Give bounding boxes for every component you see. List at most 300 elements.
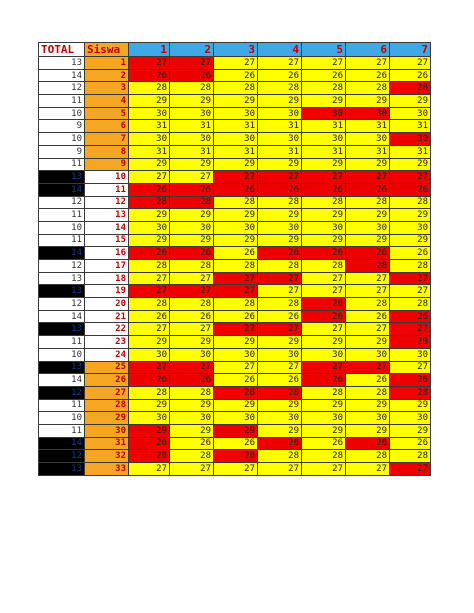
- value-cell[interactable]: 26: [346, 247, 390, 260]
- value-cell[interactable]: 30: [129, 107, 170, 120]
- value-cell[interactable]: 26: [390, 69, 431, 82]
- value-cell[interactable]: 27: [390, 285, 431, 298]
- value-cell[interactable]: 27: [346, 171, 390, 184]
- value-cell[interactable]: 27: [214, 285, 258, 298]
- value-cell[interactable]: 29: [129, 234, 170, 247]
- value-cell[interactable]: 28: [214, 298, 258, 311]
- total-cell[interactable]: 11: [39, 95, 85, 108]
- value-cell[interactable]: 29: [170, 424, 214, 437]
- value-cell[interactable]: 27: [129, 272, 170, 285]
- value-cell[interactable]: 28: [258, 450, 302, 463]
- value-cell[interactable]: 28: [346, 260, 390, 273]
- value-cell[interactable]: 28: [170, 82, 214, 95]
- value-cell[interactable]: 28: [390, 260, 431, 273]
- value-cell[interactable]: 30: [214, 107, 258, 120]
- total-cell[interactable]: 12: [39, 298, 85, 311]
- value-cell[interactable]: 30: [258, 348, 302, 361]
- total-cell[interactable]: 12: [39, 196, 85, 209]
- day-header[interactable]: 6: [346, 43, 390, 57]
- total-cell[interactable]: 14: [39, 374, 85, 387]
- value-cell[interactable]: 26: [258, 183, 302, 196]
- value-cell[interactable]: 27: [302, 57, 346, 70]
- value-cell[interactable]: 30: [258, 107, 302, 120]
- value-cell[interactable]: 28: [129, 298, 170, 311]
- value-cell[interactable]: 26: [390, 247, 431, 260]
- value-cell[interactable]: 27: [214, 323, 258, 336]
- value-cell[interactable]: 26: [346, 310, 390, 323]
- value-cell[interactable]: 27: [346, 57, 390, 70]
- value-cell[interactable]: 31: [258, 120, 302, 133]
- value-cell[interactable]: 28: [390, 298, 431, 311]
- value-cell[interactable]: 28: [302, 450, 346, 463]
- value-cell[interactable]: 26: [346, 437, 390, 450]
- value-cell[interactable]: 28: [129, 82, 170, 95]
- siswa-cell[interactable]: 33: [85, 463, 129, 476]
- value-cell[interactable]: 29: [390, 399, 431, 412]
- total-cell[interactable]: 11: [39, 399, 85, 412]
- value-cell[interactable]: 29: [129, 399, 170, 412]
- value-cell[interactable]: 26: [390, 374, 431, 387]
- value-cell[interactable]: 29: [302, 158, 346, 171]
- value-cell[interactable]: 27: [302, 323, 346, 336]
- value-cell[interactable]: 30: [170, 221, 214, 234]
- value-cell[interactable]: 27: [302, 171, 346, 184]
- siswa-cell[interactable]: 5: [85, 107, 129, 120]
- siswa-cell[interactable]: 13: [85, 209, 129, 222]
- value-cell[interactable]: 26: [214, 310, 258, 323]
- total-cell[interactable]: 13: [39, 57, 85, 70]
- value-cell[interactable]: 27: [258, 285, 302, 298]
- value-cell[interactable]: 28: [170, 260, 214, 273]
- value-cell[interactable]: 26: [302, 183, 346, 196]
- value-cell[interactable]: 28: [214, 260, 258, 273]
- value-cell[interactable]: 26: [302, 69, 346, 82]
- value-cell[interactable]: 26: [302, 437, 346, 450]
- value-cell[interactable]: 29: [346, 158, 390, 171]
- value-cell[interactable]: 29: [346, 336, 390, 349]
- total-cell[interactable]: 13: [39, 361, 85, 374]
- value-cell[interactable]: 27: [390, 57, 431, 70]
- total-cell[interactable]: 13: [39, 272, 85, 285]
- value-cell[interactable]: 27: [346, 285, 390, 298]
- value-cell[interactable]: 28: [170, 196, 214, 209]
- siswa-cell[interactable]: 24: [85, 348, 129, 361]
- value-cell[interactable]: 31: [390, 145, 431, 158]
- value-cell[interactable]: 29: [129, 424, 170, 437]
- value-cell[interactable]: 31: [302, 120, 346, 133]
- value-cell[interactable]: 26: [346, 69, 390, 82]
- value-cell[interactable]: 27: [258, 57, 302, 70]
- siswa-cell[interactable]: 16: [85, 247, 129, 260]
- value-cell[interactable]: 27: [390, 361, 431, 374]
- value-cell[interactable]: 26: [170, 437, 214, 450]
- total-cell[interactable]: 11: [39, 234, 85, 247]
- value-cell[interactable]: 28: [346, 298, 390, 311]
- siswa-cell[interactable]: 28: [85, 399, 129, 412]
- total-cell[interactable]: 11: [39, 336, 85, 349]
- value-cell[interactable]: 28: [214, 450, 258, 463]
- value-cell[interactable]: 29: [258, 234, 302, 247]
- value-cell[interactable]: 26: [346, 374, 390, 387]
- value-cell[interactable]: 27: [129, 171, 170, 184]
- value-cell[interactable]: 29: [129, 95, 170, 108]
- value-cell[interactable]: 30: [258, 412, 302, 425]
- value-cell[interactable]: 29: [129, 209, 170, 222]
- value-cell[interactable]: 26: [214, 374, 258, 387]
- value-cell[interactable]: 27: [170, 361, 214, 374]
- value-cell[interactable]: 29: [170, 209, 214, 222]
- value-cell[interactable]: 26: [302, 374, 346, 387]
- value-cell[interactable]: 28: [346, 196, 390, 209]
- value-cell[interactable]: 28: [390, 196, 431, 209]
- value-cell[interactable]: 26: [390, 183, 431, 196]
- total-cell[interactable]: 11: [39, 424, 85, 437]
- siswa-cell[interactable]: 9: [85, 158, 129, 171]
- value-cell[interactable]: 29: [214, 234, 258, 247]
- value-cell[interactable]: 26: [129, 69, 170, 82]
- value-cell[interactable]: 26: [129, 310, 170, 323]
- value-cell[interactable]: 26: [258, 247, 302, 260]
- siswa-cell[interactable]: 27: [85, 386, 129, 399]
- value-cell[interactable]: 27: [258, 361, 302, 374]
- value-cell[interactable]: 28: [258, 260, 302, 273]
- siswa-cell[interactable]: 21: [85, 310, 129, 323]
- value-cell[interactable]: 27: [129, 285, 170, 298]
- value-cell[interactable]: 28: [129, 450, 170, 463]
- value-cell[interactable]: 27: [129, 57, 170, 70]
- value-cell[interactable]: 30: [390, 348, 431, 361]
- value-cell[interactable]: 26: [258, 69, 302, 82]
- siswa-cell[interactable]: 25: [85, 361, 129, 374]
- siswa-cell[interactable]: 18: [85, 272, 129, 285]
- siswa-cell[interactable]: 8: [85, 145, 129, 158]
- value-cell[interactable]: 31: [129, 145, 170, 158]
- day-header[interactable]: 3: [214, 43, 258, 57]
- value-cell[interactable]: 30: [346, 107, 390, 120]
- value-cell[interactable]: 26: [129, 374, 170, 387]
- total-cell[interactable]: 10: [39, 412, 85, 425]
- value-cell[interactable]: 29: [302, 399, 346, 412]
- value-cell[interactable]: 31: [170, 145, 214, 158]
- total-cell[interactable]: 12: [39, 260, 85, 273]
- value-cell[interactable]: 31: [346, 120, 390, 133]
- total-cell[interactable]: 13: [39, 323, 85, 336]
- value-cell[interactable]: 28: [258, 386, 302, 399]
- value-cell[interactable]: 26: [258, 437, 302, 450]
- value-cell[interactable]: 27: [258, 323, 302, 336]
- value-cell[interactable]: 27: [302, 463, 346, 476]
- value-cell[interactable]: 30: [170, 133, 214, 146]
- value-cell[interactable]: 28: [346, 386, 390, 399]
- value-cell[interactable]: 29: [346, 424, 390, 437]
- value-cell[interactable]: 29: [302, 234, 346, 247]
- value-cell[interactable]: 27: [258, 463, 302, 476]
- value-cell[interactable]: 27: [346, 272, 390, 285]
- value-cell[interactable]: 30: [346, 221, 390, 234]
- value-cell[interactable]: 27: [346, 361, 390, 374]
- value-cell[interactable]: 29: [129, 336, 170, 349]
- total-cell[interactable]: 12: [39, 386, 85, 399]
- value-cell[interactable]: 31: [129, 120, 170, 133]
- value-cell[interactable]: 28: [302, 386, 346, 399]
- value-cell[interactable]: 29: [390, 234, 431, 247]
- value-cell[interactable]: 27: [214, 463, 258, 476]
- siswa-cell[interactable]: 7: [85, 133, 129, 146]
- value-cell[interactable]: 30: [129, 412, 170, 425]
- value-cell[interactable]: 30: [346, 348, 390, 361]
- value-cell[interactable]: 31: [170, 120, 214, 133]
- siswa-cell[interactable]: 4: [85, 95, 129, 108]
- day-header[interactable]: 5: [302, 43, 346, 57]
- value-cell[interactable]: 30: [170, 348, 214, 361]
- siswa-cell[interactable]: 19: [85, 285, 129, 298]
- siswa-cell[interactable]: 1: [85, 57, 129, 70]
- value-cell[interactable]: 29: [390, 424, 431, 437]
- value-cell[interactable]: 29: [346, 209, 390, 222]
- siswa-cell[interactable]: 20: [85, 298, 129, 311]
- value-cell[interactable]: 29: [302, 336, 346, 349]
- value-cell[interactable]: 31: [390, 120, 431, 133]
- value-cell[interactable]: 27: [390, 272, 431, 285]
- value-cell[interactable]: 27: [214, 272, 258, 285]
- value-cell[interactable]: 29: [390, 209, 431, 222]
- value-cell[interactable]: 29: [214, 95, 258, 108]
- value-cell[interactable]: 27: [258, 272, 302, 285]
- value-cell[interactable]: 29: [214, 336, 258, 349]
- value-cell[interactable]: 30: [302, 221, 346, 234]
- value-cell[interactable]: 28: [302, 260, 346, 273]
- value-cell[interactable]: 28: [390, 450, 431, 463]
- siswa-cell[interactable]: 26: [85, 374, 129, 387]
- value-cell[interactable]: 28: [170, 298, 214, 311]
- total-cell[interactable]: 14: [39, 310, 85, 323]
- value-cell[interactable]: 29: [390, 95, 431, 108]
- value-cell[interactable]: 26: [346, 183, 390, 196]
- value-cell[interactable]: 28: [170, 386, 214, 399]
- value-cell[interactable]: 31: [302, 145, 346, 158]
- value-cell[interactable]: 29: [129, 158, 170, 171]
- value-cell[interactable]: 29: [214, 424, 258, 437]
- total-cell[interactable]: 9: [39, 120, 85, 133]
- value-cell[interactable]: 28: [258, 196, 302, 209]
- value-cell[interactable]: 29: [170, 158, 214, 171]
- value-cell[interactable]: 29: [170, 399, 214, 412]
- value-cell[interactable]: 26: [170, 310, 214, 323]
- value-cell[interactable]: 29: [258, 158, 302, 171]
- value-cell[interactable]: 28: [129, 196, 170, 209]
- value-cell[interactable]: 27: [390, 171, 431, 184]
- total-cell[interactable]: 14: [39, 247, 85, 260]
- value-cell[interactable]: 29: [390, 336, 431, 349]
- value-cell[interactable]: 27: [129, 361, 170, 374]
- value-cell[interactable]: 27: [390, 463, 431, 476]
- value-cell[interactable]: 27: [170, 171, 214, 184]
- value-cell[interactable]: 30: [258, 133, 302, 146]
- value-cell[interactable]: 29: [346, 234, 390, 247]
- siswa-cell[interactable]: 11: [85, 183, 129, 196]
- value-cell[interactable]: 28: [390, 386, 431, 399]
- value-cell[interactable]: 30: [214, 133, 258, 146]
- value-cell[interactable]: 30: [258, 221, 302, 234]
- value-cell[interactable]: 28: [302, 82, 346, 95]
- value-cell[interactable]: 26: [390, 437, 431, 450]
- total-cell[interactable]: 10: [39, 107, 85, 120]
- value-cell[interactable]: 26: [170, 69, 214, 82]
- value-cell[interactable]: 26: [170, 374, 214, 387]
- siswa-cell[interactable]: 12: [85, 196, 129, 209]
- value-cell[interactable]: 28: [390, 82, 431, 95]
- value-cell[interactable]: 27: [170, 272, 214, 285]
- siswa-cell[interactable]: 31: [85, 437, 129, 450]
- value-cell[interactable]: 28: [346, 450, 390, 463]
- total-header[interactable]: TOTAL: [39, 43, 85, 57]
- value-cell[interactable]: 27: [170, 57, 214, 70]
- value-cell[interactable]: 29: [258, 95, 302, 108]
- value-cell[interactable]: 29: [346, 95, 390, 108]
- value-cell[interactable]: 30: [129, 133, 170, 146]
- value-cell[interactable]: 27: [214, 361, 258, 374]
- value-cell[interactable]: 29: [346, 399, 390, 412]
- total-cell[interactable]: 14: [39, 437, 85, 450]
- value-cell[interactable]: 29: [302, 424, 346, 437]
- total-cell[interactable]: 14: [39, 183, 85, 196]
- value-cell[interactable]: 30: [390, 107, 431, 120]
- value-cell[interactable]: 27: [390, 323, 431, 336]
- value-cell[interactable]: 30: [390, 221, 431, 234]
- value-cell[interactable]: 30: [346, 133, 390, 146]
- total-cell[interactable]: 12: [39, 82, 85, 95]
- value-cell[interactable]: 27: [346, 323, 390, 336]
- value-cell[interactable]: 26: [129, 247, 170, 260]
- day-header[interactable]: 7: [390, 43, 431, 57]
- value-cell[interactable]: 28: [258, 82, 302, 95]
- siswa-cell[interactable]: 23: [85, 336, 129, 349]
- total-cell[interactable]: 10: [39, 133, 85, 146]
- value-cell[interactable]: 29: [214, 209, 258, 222]
- value-cell[interactable]: 29: [258, 209, 302, 222]
- value-cell[interactable]: 30: [129, 221, 170, 234]
- siswa-cell[interactable]: 10: [85, 171, 129, 184]
- total-cell[interactable]: 13: [39, 463, 85, 476]
- value-cell[interactable]: 27: [258, 171, 302, 184]
- value-cell[interactable]: 30: [214, 221, 258, 234]
- value-cell[interactable]: 29: [214, 399, 258, 412]
- siswa-cell[interactable]: 2: [85, 69, 129, 82]
- total-cell[interactable]: 12: [39, 450, 85, 463]
- value-cell[interactable]: 30: [390, 412, 431, 425]
- total-cell[interactable]: 11: [39, 158, 85, 171]
- total-cell[interactable]: 13: [39, 171, 85, 184]
- value-cell[interactable]: 26: [302, 247, 346, 260]
- total-cell[interactable]: 14: [39, 69, 85, 82]
- value-cell[interactable]: 30: [129, 348, 170, 361]
- value-cell[interactable]: 26: [214, 69, 258, 82]
- total-cell[interactable]: 10: [39, 221, 85, 234]
- value-cell[interactable]: 30: [214, 348, 258, 361]
- value-cell[interactable]: 30: [390, 133, 431, 146]
- value-cell[interactable]: 26: [214, 437, 258, 450]
- value-cell[interactable]: 29: [302, 209, 346, 222]
- value-cell[interactable]: 28: [170, 450, 214, 463]
- value-cell[interactable]: 29: [170, 234, 214, 247]
- value-cell[interactable]: 26: [258, 310, 302, 323]
- value-cell[interactable]: 27: [346, 463, 390, 476]
- total-cell[interactable]: 13: [39, 285, 85, 298]
- value-cell[interactable]: 30: [170, 412, 214, 425]
- value-cell[interactable]: 30: [302, 107, 346, 120]
- value-cell[interactable]: 27: [302, 272, 346, 285]
- value-cell[interactable]: 28: [214, 386, 258, 399]
- value-cell[interactable]: 27: [129, 323, 170, 336]
- value-cell[interactable]: 26: [170, 183, 214, 196]
- value-cell[interactable]: 27: [214, 171, 258, 184]
- value-cell[interactable]: 28: [258, 298, 302, 311]
- value-cell[interactable]: 26: [390, 310, 431, 323]
- value-cell[interactable]: 26: [129, 183, 170, 196]
- siswa-header[interactable]: Siswa: [85, 43, 129, 57]
- value-cell[interactable]: 29: [390, 158, 431, 171]
- value-cell[interactable]: 28: [129, 260, 170, 273]
- day-header[interactable]: 1: [129, 43, 170, 57]
- value-cell[interactable]: 26: [129, 437, 170, 450]
- siswa-cell[interactable]: 30: [85, 424, 129, 437]
- value-cell[interactable]: 30: [302, 348, 346, 361]
- value-cell[interactable]: 26: [214, 183, 258, 196]
- siswa-cell[interactable]: 3: [85, 82, 129, 95]
- siswa-cell[interactable]: 14: [85, 221, 129, 234]
- value-cell[interactable]: 29: [214, 158, 258, 171]
- value-cell[interactable]: 28: [214, 196, 258, 209]
- value-cell[interactable]: 30: [302, 133, 346, 146]
- siswa-cell[interactable]: 32: [85, 450, 129, 463]
- value-cell[interactable]: 30: [214, 412, 258, 425]
- value-cell[interactable]: 31: [214, 120, 258, 133]
- value-cell[interactable]: 26: [214, 247, 258, 260]
- value-cell[interactable]: 27: [170, 323, 214, 336]
- value-cell[interactable]: 28: [214, 82, 258, 95]
- siswa-cell[interactable]: 22: [85, 323, 129, 336]
- total-cell[interactable]: 11: [39, 209, 85, 222]
- value-cell[interactable]: 31: [258, 145, 302, 158]
- value-cell[interactable]: 31: [214, 145, 258, 158]
- value-cell[interactable]: 28: [346, 82, 390, 95]
- value-cell[interactable]: 27: [129, 463, 170, 476]
- value-cell[interactable]: 29: [258, 424, 302, 437]
- day-header[interactable]: 2: [170, 43, 214, 57]
- value-cell[interactable]: 27: [170, 463, 214, 476]
- value-cell[interactable]: 29: [170, 336, 214, 349]
- value-cell[interactable]: 30: [302, 412, 346, 425]
- value-cell[interactable]: 29: [258, 336, 302, 349]
- value-cell[interactable]: 27: [302, 285, 346, 298]
- value-cell[interactable]: 31: [346, 145, 390, 158]
- value-cell[interactable]: 26: [258, 374, 302, 387]
- value-cell[interactable]: 27: [214, 57, 258, 70]
- value-cell[interactable]: 27: [302, 361, 346, 374]
- value-cell[interactable]: 29: [302, 95, 346, 108]
- total-cell[interactable]: 9: [39, 145, 85, 158]
- total-cell[interactable]: 10: [39, 348, 85, 361]
- value-cell[interactable]: 26: [302, 310, 346, 323]
- siswa-cell[interactable]: 17: [85, 260, 129, 273]
- siswa-cell[interactable]: 15: [85, 234, 129, 247]
- value-cell[interactable]: 26: [170, 247, 214, 260]
- siswa-cell[interactable]: 6: [85, 120, 129, 133]
- day-header[interactable]: 4: [258, 43, 302, 57]
- value-cell[interactable]: 30: [346, 412, 390, 425]
- value-cell[interactable]: 30: [170, 107, 214, 120]
- value-cell[interactable]: 28: [302, 196, 346, 209]
